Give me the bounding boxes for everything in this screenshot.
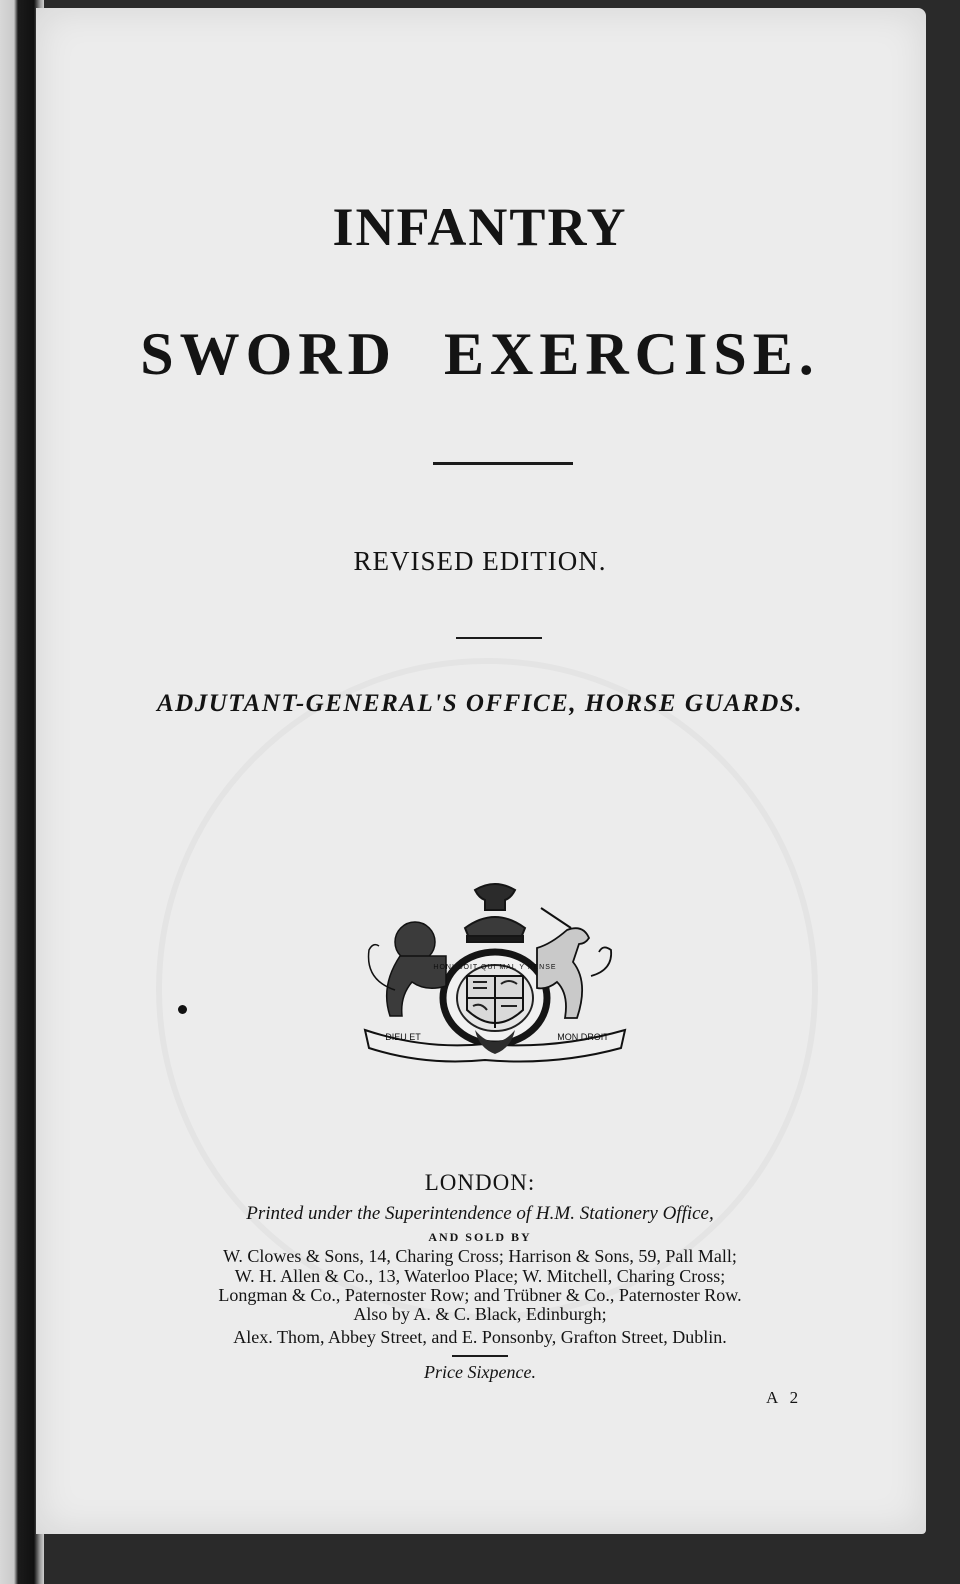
- ink-dot: [178, 1005, 187, 1014]
- imprint-line-5: Alex. Thom, Abbey Street, and E. Ponsonby, Grafton Street, Dublin.: [233, 1327, 727, 1347]
- title-line-2: SWORD EXERCISE.: [140, 321, 820, 387]
- garter-motto: HONI SOIT QUI MAL Y PENSE: [433, 964, 557, 971]
- imprint-sold-by: AND SOLD BY: [428, 1230, 532, 1244]
- edition-rule: [456, 637, 542, 639]
- imprint-line-2: W. H. Allen & Co., 13, Waterloo Place; W. Mitchell, Charing Cross;: [234, 1266, 726, 1286]
- imprint-line-4: Also by A. & C. Black, Edinburgh;: [353, 1304, 607, 1324]
- motto-right: MON DROIT: [557, 1032, 609, 1042]
- edition-label: REVISED EDITION.: [353, 546, 607, 576]
- office-line: ADJUTANT-GENERAL'S OFFICE, HORSE GUARDS.: [156, 690, 804, 717]
- title-line-1: INFANTRY: [332, 197, 628, 257]
- imprint-line-3: Longman & Co., Paternoster Row; and Trübner & Co., Paternoster Row.: [218, 1285, 742, 1305]
- imprint-place: LONDON:: [424, 1170, 536, 1195]
- price-rule: [452, 1355, 508, 1357]
- title-rule: [433, 462, 573, 465]
- signature-mark: A 2: [766, 1388, 803, 1407]
- imprint-line-1: W. Clowes & Sons, 14, Charing Cross; Harrison & Sons, 59, Pall Mall;: [223, 1246, 737, 1266]
- price-label: Price Sixpence.: [424, 1362, 536, 1382]
- imprint-printed-under: Printed under the Superintendence of H.M. Stationery Office,: [246, 1203, 714, 1224]
- motto-left: DIEU ET: [385, 1032, 421, 1042]
